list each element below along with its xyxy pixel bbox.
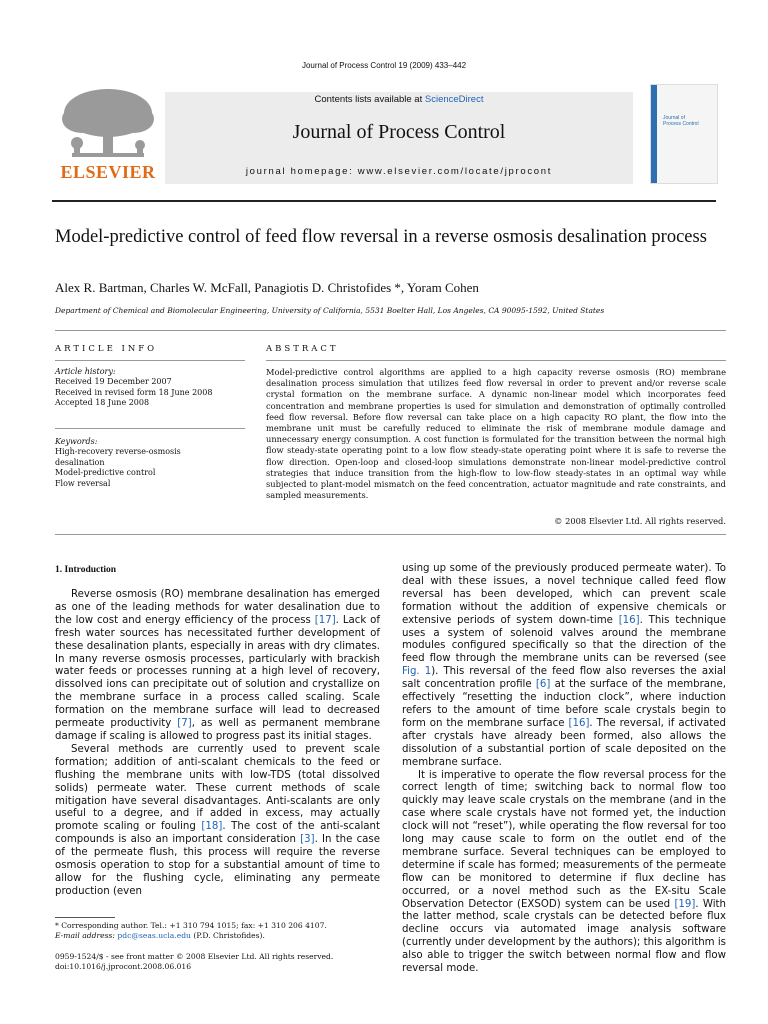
keyword: High-recovery reverse-osmosis [55, 447, 181, 457]
citation-link[interactable]: [18] [201, 821, 223, 833]
tree-icon [52, 85, 164, 163]
text-run: . In the case of the permeate flush, this process will require the reverse osmosis operation to stop for a substantial amount of time to allow for the flushing cycle, eliminating any permeate production (even [55, 834, 380, 897]
citation-link[interactable]: [16] [568, 717, 590, 729]
journal-cover-thumbnail [650, 84, 718, 184]
contents-line [165, 94, 633, 105]
footnote-contact: * Corresponding author. Tel.: +1 310 794 1015; fax: +1 310 206 4107. [55, 921, 327, 930]
header-rule [52, 200, 716, 202]
history-label: Article history: [55, 367, 116, 376]
email-link[interactable]: pdc@seas.ucla.edu [117, 931, 191, 940]
text-run: . With the latter method, scale crystals can be detected before flux decline occurs via automated image analysis software (currently under development by the authors); this algorithm is also able to trigger the switch between normal flow and flow reversal mode. [402, 898, 727, 975]
history-item: Received in revised form 18 June 2008 [55, 387, 213, 397]
keywords [55, 437, 250, 489]
keyword: Flow reversal [55, 478, 111, 488]
journal-title: Journal of Process Control [292, 121, 506, 143]
cover-title-line: Journal of [663, 115, 685, 121]
article-info-heading: ARTICLE INFO [55, 344, 158, 354]
article-title: Model-predictive control of feed flow reversal in a reverse osmosis desalination process [55, 227, 707, 247]
citation-link[interactable]: [6] [535, 679, 551, 691]
cover-band [651, 85, 657, 183]
divider [55, 428, 245, 429]
text-run: at the surface of the membrane, effectively “resetting the induction clock”, where induction refers to the amount of time before scale crystals begin to form on the membrane surface [402, 679, 726, 729]
text-run: It is imperative to operate the flow reversal process for the correct length of time; switching back to normal flow too quickly may leave scale crystals on the membrane (and in the case where scale crystals have not formed yet, the induction clock will not “reset”), while operating the flow reversal for too long may cause scale to form on the outlet end of the membrane surface. Several techniques can be employed to determine if scale has formed; measurements of the permeate flow can be monitored to determine if flux decline has occurred, or a novel method such as the EX-situ Scale Observation Detector (EXSOD) system can be used [402, 769, 726, 910]
journal-homepage[interactable]: journal homepage: www.elsevier.com/locate/jprocont [245, 166, 553, 177]
text-run: . The cost of the anti-scalant compounds is also an important consideration [55, 821, 380, 846]
sciencedirect-link[interactable]: ScienceDirect [424, 94, 484, 105]
citation-link[interactable]: [19] [674, 898, 696, 910]
citation-link[interactable]: [17] [314, 614, 336, 626]
text-run: Reverse osmosis (RO) membrane desalination has emerged as one of the leading methods for water desalination due to the low cost and energy efficiency of the process [55, 589, 380, 626]
author-affiliation: Department of Chemical and Biomolecular Engineering, University of California, 5531 Boelter Hall, Los Angeles, CA 90095-1592, United States [55, 306, 605, 315]
email-owner: (P.D. Christofides). [190, 931, 265, 940]
history-item: Received 19 December 2007 [55, 377, 172, 387]
journal-citation: Journal of Process Control 19 (2009) 433–442 [301, 61, 467, 70]
paragraph [402, 770, 726, 977]
text-run: using up some of the previously produced permeate water). To deal with these issues, a novel technique called feed flow reversal has been developed, which can prevent scale formation without the addition of expensive chemicals or extensive periods of system down-time [402, 563, 726, 626]
corresponding-author-footnote [55, 921, 385, 941]
abstract-copyright: © 2008 Elsevier Ltd. All rights reserved. [554, 516, 726, 526]
right-column [402, 563, 726, 976]
keyword: Model-predictive control [55, 468, 156, 478]
abstract-heading: ABSTRACT [266, 344, 339, 354]
doi-line: doi:10.1016/j.jprocont.2008.06.016 [55, 962, 192, 971]
elsevier-logo [52, 85, 164, 183]
keyword: desalination [55, 457, 105, 467]
citation-link[interactable]: [3] [300, 834, 315, 846]
paragraph [55, 744, 380, 899]
front-matter [55, 952, 333, 972]
figure-link[interactable]: Fig. 1 [402, 666, 432, 678]
text-run: ). This reversal of the feed flow also reverses the axial salt concentration profile [402, 666, 726, 691]
issn-line: 0959-1524/$ - see front matter © 2008 Elsevier Ltd. All rights reserved. [55, 952, 334, 961]
left-column [55, 589, 380, 899]
abstract-text: Model-predictive control algorithms are applied to a high capacity reverse osmosis (RO) membrane desalination process simulation that utilizes feed flow reversal in order to prevent and/or reverse scale crystal formation on the membrane surface. A dynamic non-linear model which incorporates feed concentration and membrane properties is used for simulation and demonstration of optimally controlled feed flow reversal. Before flow reversal can take place on a high capacity RO plant, the flow into the membrane unit must be carefully reduced to eliminate the risk of membrane module damage and unnecessary energy consumption. A cost function is formulated for the transition between the normal high flow steady-state operating point to a low flow steady-state operating point where it is safe to reverse the flow direction. Open-loop and closed-loop simulations demonstrate non-linear model-predictive control strategies that induce transition from the high-flow to low-flow steady-states in an optimal way while subjected to plant-model mismatch on the feed concentration, actuator magnitude and rate constraints, and sampled measurements. [266, 367, 726, 501]
text-run: . Lack of fresh water sources has necessitated further development of these desalination plants, especially in areas with dry climates. In many reverse osmosis processes, particularly with brackish water feeds or processes running at a high level of recovery, dissolved ions can precipitate out of solution and crystallize on the membrane surface in a process called scaling. Scale formation on the membrane surface will lead to decreased permeate productivity [55, 614, 380, 730]
footnote-email-line [55, 931, 385, 941]
keywords-label: Keywords: [55, 437, 98, 446]
text-run: , as well as permanent membrane damage if scaling is allowed to progress past its initial stages. [55, 718, 380, 742]
cover-title-line: Process Control [663, 121, 699, 127]
paragraph [55, 589, 380, 744]
divider [266, 360, 726, 361]
section-heading: 1. Introduction [55, 565, 117, 575]
text-run: . The reversal, if activated after crystals have already been formed, also allows the dissolution of a substantial portion of scale deposited on the membrane surface. [402, 717, 726, 768]
paragraph [402, 563, 726, 770]
citation-link[interactable]: [16] [618, 614, 640, 626]
text-run: Several methods are currently used to prevent scale formation; addition of anti-scalant chemicals to the feed or flushing the membrane units with low-TDS (total dissolved solids) permeate water. These current methods of scale mitigation have several disadvantages. Anti-scalants are only useful to a degree, and if added in excess, may actually promote scaling or fouling [55, 743, 380, 833]
publisher-wordmark: ELSEVIER [60, 162, 156, 182]
footnote-rule [55, 917, 115, 918]
text-run: . This technique uses a system of solenoid valves around the membrane modules configured specifically so that the direction of the feed flow through the membrane units can be reversed (see [402, 614, 726, 665]
email-label: E-mail address: [55, 931, 118, 940]
divider [55, 534, 726, 535]
contents-prefix: Contents lists available at [314, 94, 425, 105]
citation-link[interactable]: [7] [177, 718, 192, 730]
cover-title [663, 115, 699, 127]
article-authors: Alex R. Bartman, Charles W. McFall, Panagiotis D. Christofides *, Yoram Cohen [55, 280, 479, 295]
divider [55, 360, 245, 361]
divider [55, 330, 726, 331]
article-history [55, 367, 250, 409]
journal-masthead [165, 92, 633, 184]
history-item: Accepted 18 June 2008 [55, 398, 150, 408]
